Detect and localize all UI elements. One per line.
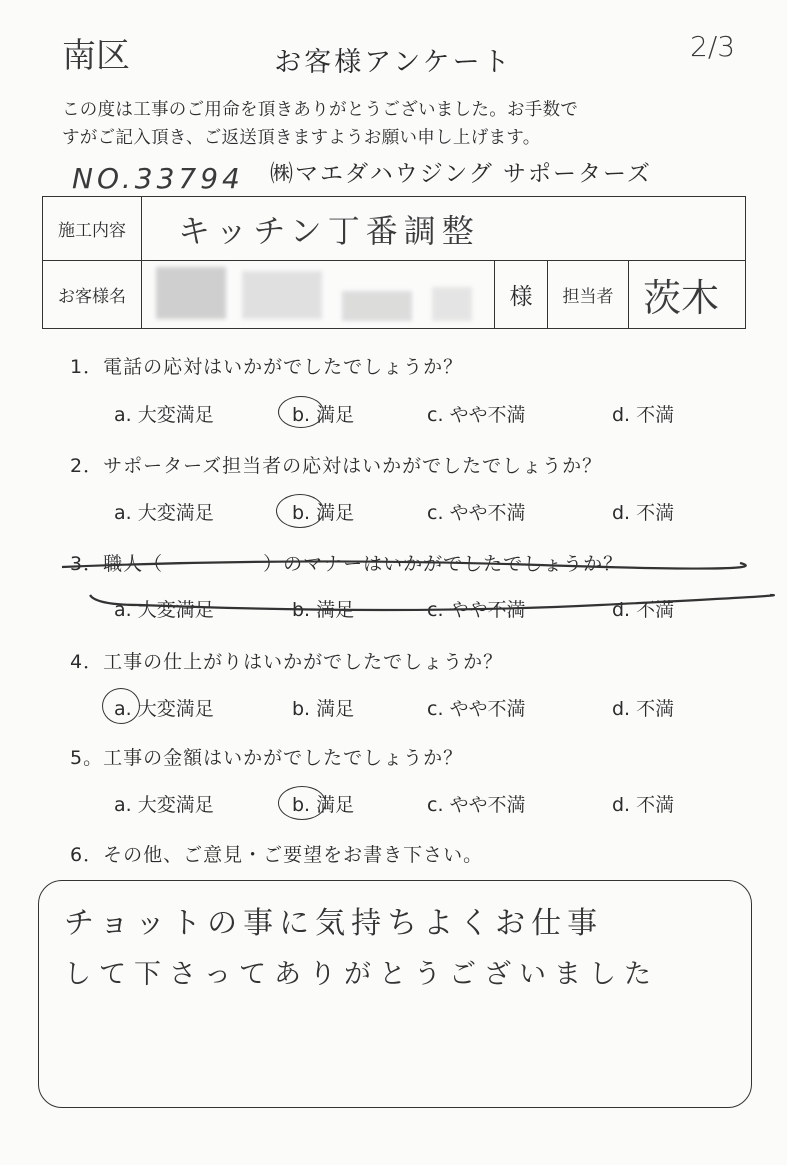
q5-option-d: d. 不満 — [612, 794, 675, 816]
question-2: 2．サポーターズ担当者の応対はいかがでしたでしょうか？ — [70, 455, 603, 477]
question-1: 1．電話の応対はいかがでしたでしょうか？ — [70, 356, 464, 378]
customer-suffix: 様 — [495, 261, 548, 329]
q1-selected-circle — [278, 396, 324, 428]
q2-option-c: c. やや不満 — [427, 502, 526, 524]
staff-label: 担当者 — [548, 261, 629, 329]
customer-name-label: お客様名 — [43, 261, 142, 329]
ward-handwritten: 南区 — [62, 36, 130, 76]
staff-value: 茨木 — [643, 276, 720, 320]
q4-option-c: c. やや不満 — [427, 698, 526, 720]
q2-option-d: d. 不満 — [612, 502, 675, 524]
q4-option-d: d. 不満 — [612, 698, 675, 720]
question-4: 4．工事の仕上がりはいかがでしたでしょうか？ — [70, 651, 504, 673]
q3-option-d: d. 不満 — [612, 599, 675, 621]
intro-line-1: この度は工事のご用命を頂きありがとうございました。お手数で — [62, 100, 579, 120]
q1-option-a: a. 大変満足 — [114, 404, 214, 426]
q5-selected-circle — [278, 786, 326, 820]
q2-selected-circle — [276, 494, 324, 528]
q4-option-a: a. 大変満足 — [114, 698, 214, 720]
q2-option-a: a. 大変満足 — [114, 502, 214, 524]
question-6: 6．その他、ご意見・ご要望をお書き下さい。 — [70, 844, 484, 866]
q1-option-c: c. やや不満 — [427, 404, 526, 426]
comment-line-2: して下さってありがとうございました — [64, 959, 659, 990]
work-content-cell — [142, 197, 746, 261]
q3-option-a: a. 大変満足 — [114, 599, 214, 621]
question-5: 5。工事の金額はいかがでしたでしょうか？ — [70, 747, 464, 769]
q5-option-b: b. 満足 — [292, 794, 355, 816]
survey-title: お客様アンケート — [274, 47, 513, 78]
info-table — [42, 196, 746, 329]
q1-option-b: b. 満足 — [292, 404, 355, 426]
intro-line-2: すがご記入頂き、ご返送頂きますようお願い申し上げます。 — [62, 128, 541, 148]
q3-option-b: b. 満足 — [292, 599, 355, 621]
customer-name-redacted — [142, 261, 495, 329]
question-3: 3．職人（ ）のマナーはいかがでしたでしょうか？ — [70, 553, 624, 575]
q3-option-c: c. やや不満 — [427, 599, 526, 621]
q1-option-d: d. 不満 — [612, 404, 675, 426]
q3-strikethrough-marks — [0, 545, 787, 625]
q5-option-a: a. 大変満足 — [114, 794, 214, 816]
form-number-handwritten: NO.33794 — [72, 162, 244, 195]
q5-option-c: c. やや不満 — [427, 794, 526, 816]
q4-selected-circle — [102, 688, 140, 724]
page-number-handwritten: 2/3 — [690, 30, 736, 63]
staff-cell — [629, 261, 746, 329]
work-content-label: 施工内容 — [43, 197, 142, 261]
comment-line-1: チョットの事に気持ちよくお仕事 — [64, 906, 604, 941]
q4-option-b: b. 満足 — [292, 698, 355, 720]
q2-option-b: b. 満足 — [292, 502, 355, 524]
company-name: ㈱マエダハウジング サポーターズ — [270, 161, 652, 187]
work-content-value: キッチン丁番調整 — [178, 211, 480, 250]
